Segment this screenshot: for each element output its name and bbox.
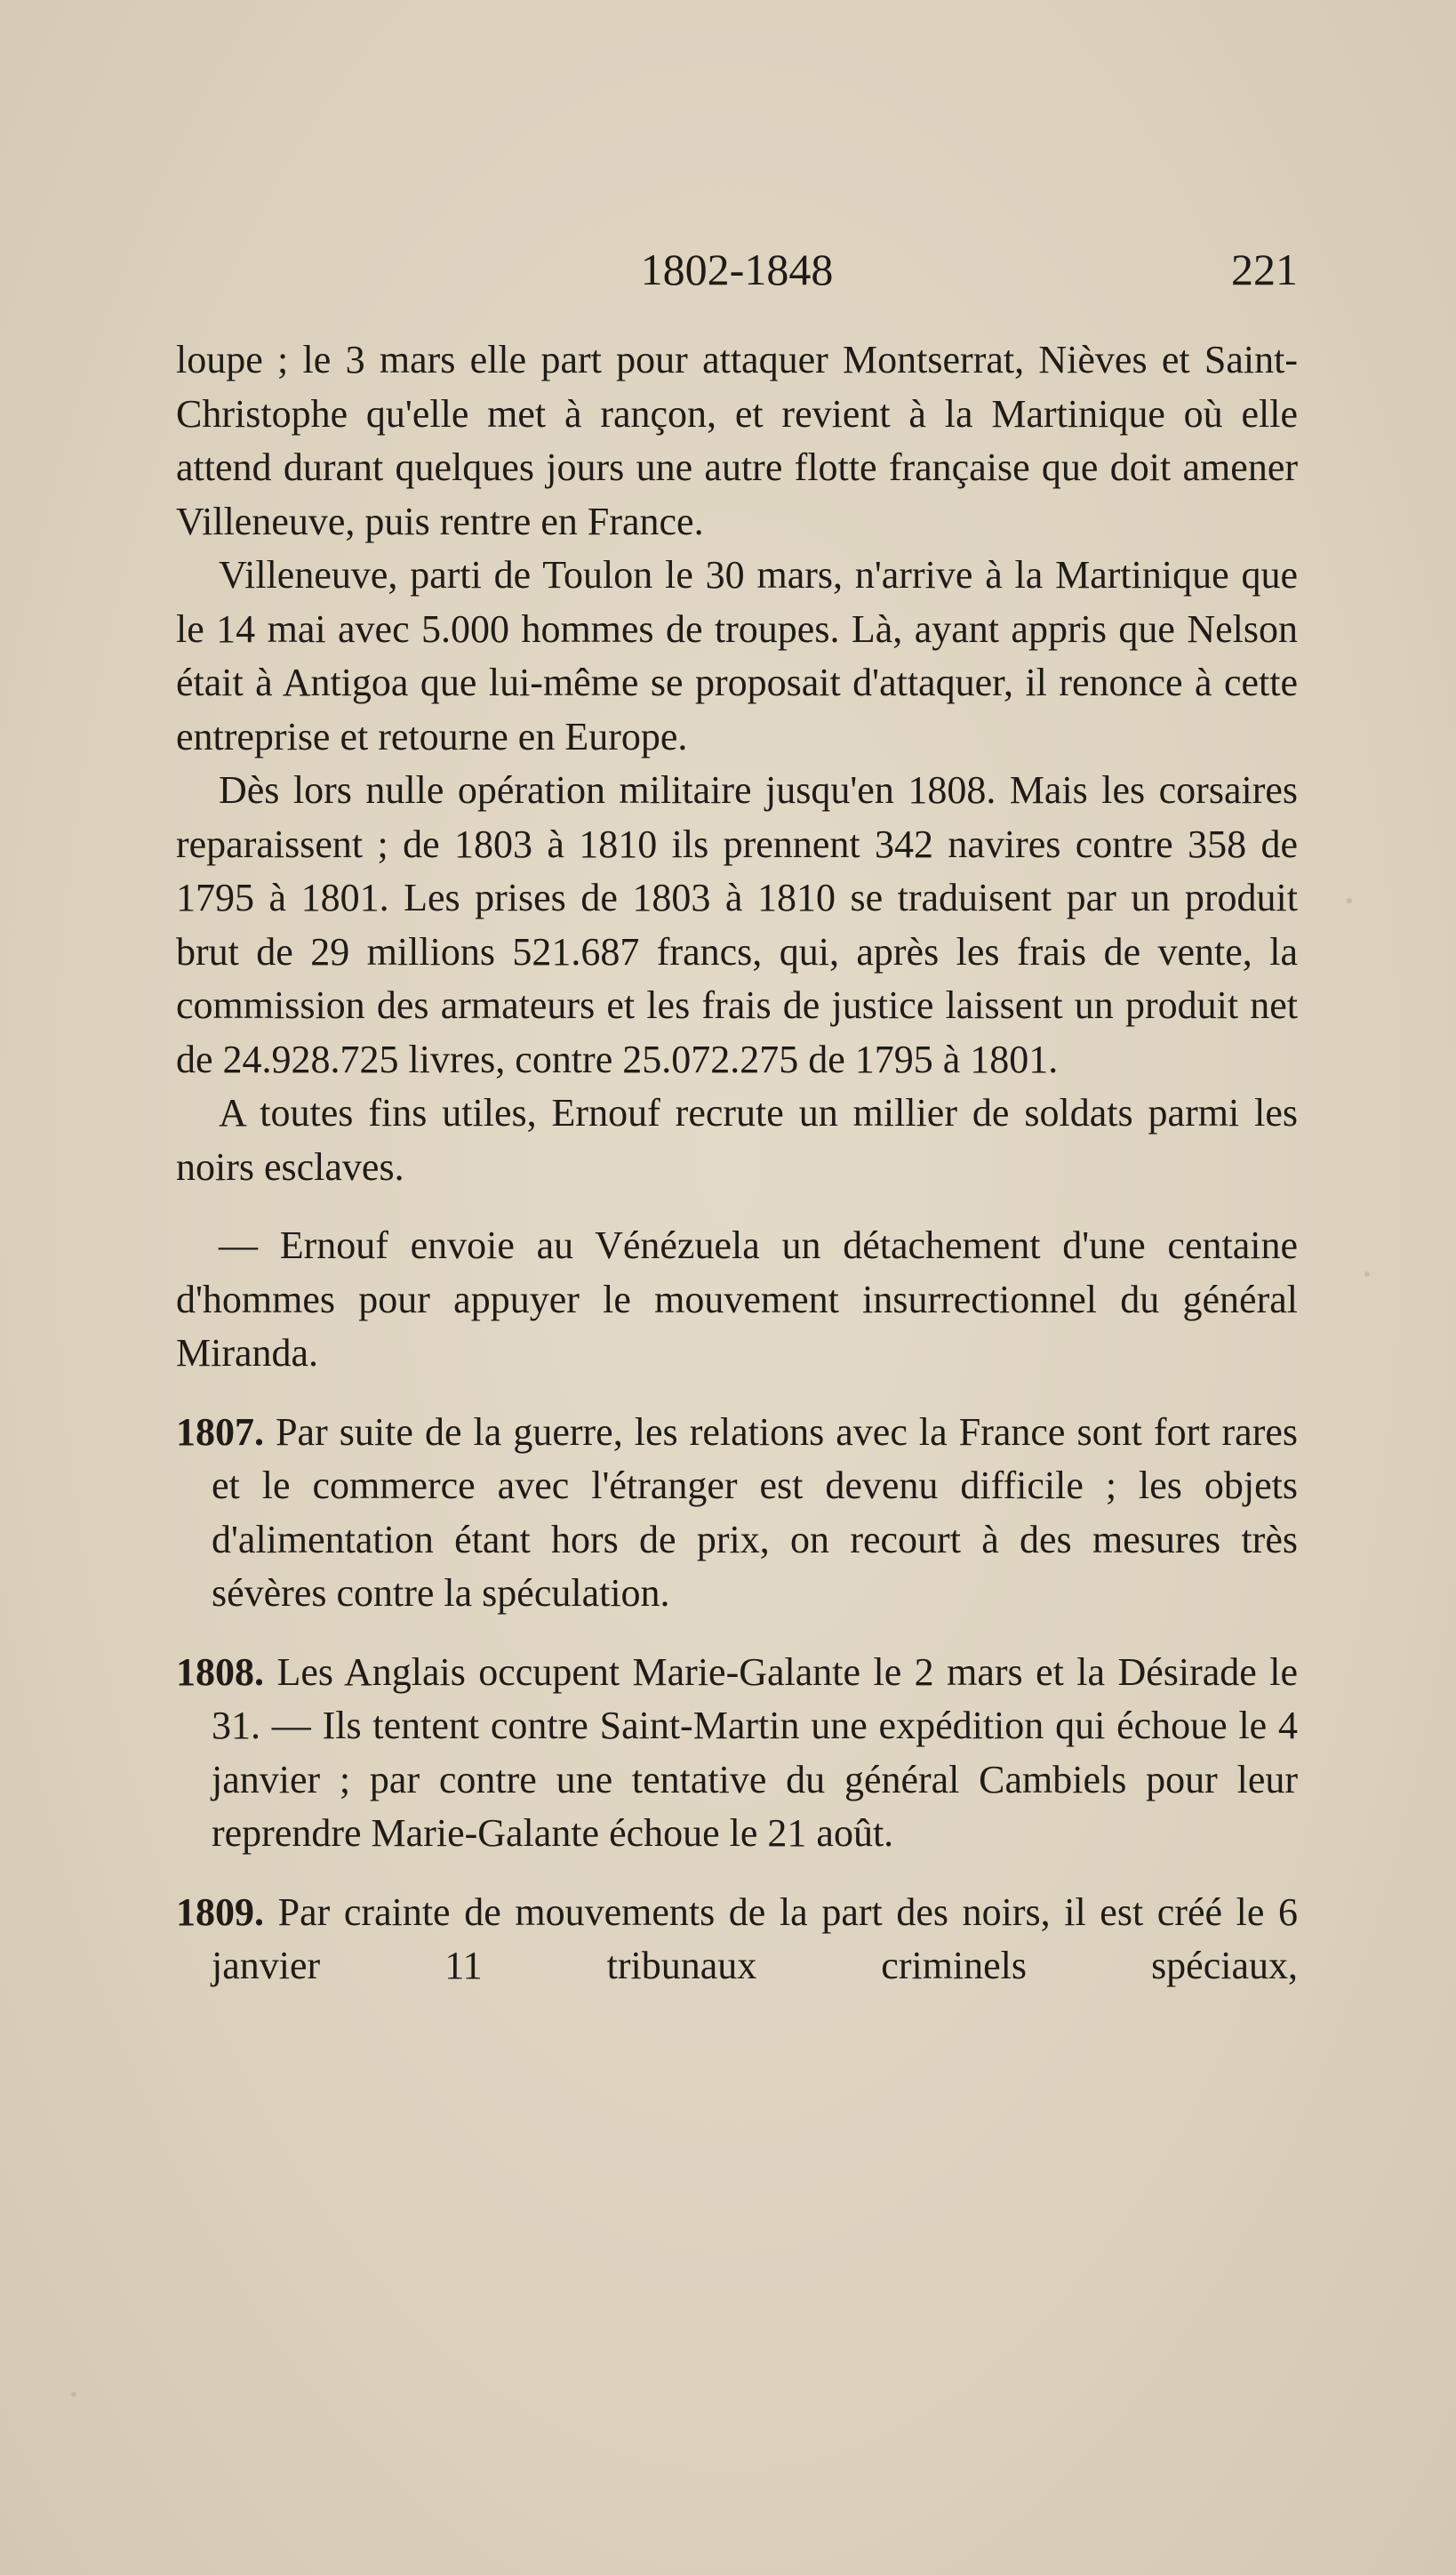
year-entry-1807 [176,1406,1298,1621]
text-block [176,333,1298,1993]
paragraph-venezuela: — Ernouf envoie au Vénézuela un détachement d'une centaine d'hommes pour appuyer le mouvement insurrectionnel du général Miranda. [176,1223,1298,1375]
page-number: 221 [1231,245,1298,294]
year-entry-text: Les Anglais occupent Marie-Galante le 2 mars et la Désirade le 31. — Ils tentent contre Saint-Martin une expédition qui échoue le 4 janvier ; par contre une tentative du général Cambiels pour leur reprendre Marie-Galante échoue le 21 août. [212,1649,1298,1855]
year-entry-1808 [176,1646,1298,1861]
paper-speck [71,2392,76,2397]
paper-speck [1347,898,1352,903]
year-entry-1809 [176,1886,1299,1993]
year-entry-text: Par crainte de mouvements de la part des noirs, il est créé le 6 janvier 11 tribunaux criminels spéciaux, [212,1889,1299,1987]
running-title: 1802-1848 [640,245,834,294]
paper-speck [1364,1271,1370,1277]
year-entry-text: Par suite de la guerre, les relations avec la France sont fort rares et le commerce avec l'étranger est devenu difficile ; les objets d'alimentation étant hors de prix, on recourt à des mesures très sévères contre la spéculation. [212,1409,1298,1615]
running-head [176,238,1298,301]
paragraph-continued: loupe ; le 3 mars elle part pour attaquer Montserrat, Nièves et Saint-Christophe qu'elle met à rançon, et revient à la Martinique où elle attend durant quelques jours une autre flotte française que doit amener Villeneuve, puis rentre en France. [176,338,1298,543]
paragraph-villeneuve: Villeneuve, parti de Toulon le 30 mars, n'arrive à la Martinique que le 14 mai avec 5.000 hommes de troupes. Là, ayant appris que Nelson était à Antigoa que lui-même se proposait d'attaquer, il renonce à cette entreprise et retourne en Europe. [176,553,1298,758]
paragraph-recrute: A toutes fins utiles, Ernouf recrute un millier de soldats parmi les noirs esclaves. [176,1091,1298,1189]
paragraph-corsaires: Dès lors nulle opération militaire jusqu'en 1808. Mais les corsaires reparaissent ; de 1803 à 1810 ils prennent 342 navires contre 358 de 1795 à 1801. Les prises de 1803 à 1810 se traduisent par un produit brut de 29 millions 521.687 francs, qui, après les frais de vente, la commission des armateurs et les frais de justice laissent un produit net de 24.928.725 livres, contre 25.072.275 de 1795 à 1801. [176,768,1298,1081]
year-label: 1807. [176,1409,264,1454]
year-label: 1809. [176,1889,264,1934]
year-label: 1808. [176,1649,264,1694]
